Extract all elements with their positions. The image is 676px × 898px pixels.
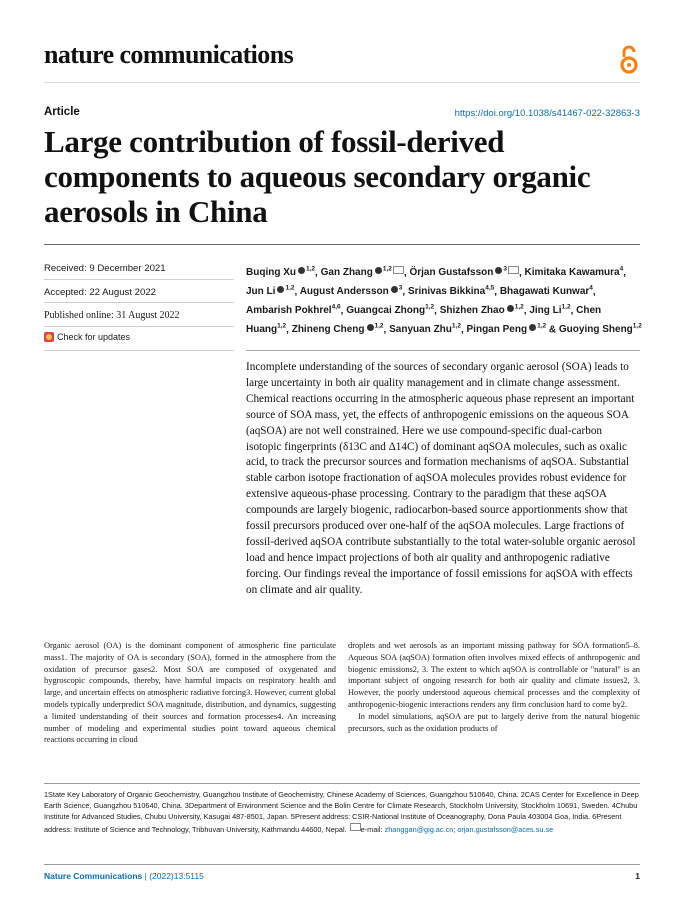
author-entry[interactable] — [292, 324, 384, 335]
author-entry[interactable] — [525, 267, 624, 278]
footer-rule — [44, 864, 640, 865]
title-rule — [44, 244, 640, 245]
author-entry[interactable] — [321, 267, 404, 278]
author-affiliation: 1,2 — [285, 284, 295, 292]
author-name: Srinivas Bikkina — [407, 286, 486, 298]
author-list: Buqing Xu $^{1,2}$, Gan Zhang $^{1,2}$ , Örjan Gustafsson $^3$ , Kimitaka Kawamura$^4$, Jun Li $^{1,2}$, August Andersson $^3$, Srinivas Bikkina$^{4,5}$, Bhagawati Kunwar$^4$, Ambarish Pokhrel$^{4,6}$, Guangcai Zhong$^{1,2}$, Shizhen Zhao $^{1,2}$, Jing Li$^{1,2}$, Chen Huang$^{1,2}$, Zhineng Cheng $^{1,2}$, Sanyuan Zhu$^{1,2}$, Pingan Peng $^{1,2}$ & Guoying Sheng$^{1,2}$ — [246, 266, 642, 336]
footer-journal-name: Nature Communications — [44, 871, 143, 881]
author-entry[interactable] — [346, 305, 434, 316]
author-name: Pingan Peng — [466, 324, 528, 336]
author-entry[interactable] — [440, 305, 524, 316]
author-affiliation: 4,6 — [331, 303, 341, 311]
author-affiliation: 1,2 — [382, 266, 392, 273]
author-entry[interactable] — [246, 305, 341, 316]
author-name: Ambarish Pokhrel — [246, 305, 332, 317]
author-name: Chen Huang — [246, 305, 602, 336]
author-entry[interactable] — [559, 324, 642, 335]
open-access-icon — [618, 45, 640, 75]
author-entry[interactable] — [300, 286, 403, 297]
mail-icon — [350, 823, 361, 831]
author-name: Kimitaka Kawamura — [524, 267, 620, 279]
check-for-updates-button[interactable] — [44, 332, 130, 342]
author-name: August Andersson — [299, 286, 389, 298]
footer-citation — [44, 871, 204, 881]
date-divider — [44, 302, 234, 303]
footer-volume: | (2022)13:5115 — [144, 871, 204, 881]
mail-icon[interactable] — [393, 266, 404, 274]
author-affiliation: 1,2 — [277, 322, 287, 330]
author-affiliation: 1,2 — [561, 303, 571, 311]
orcid-icon[interactable] — [391, 286, 398, 293]
author-name: Sanyuan Zhu — [389, 324, 452, 336]
affiliations-footnote: 1State Key Laboratory of Organic Geochemistry, Guangzhou Institute of Geochemistry, Chinese Academy of Sciences, Guangzhou 510640, China. 2CAS Center for Excellence in Deep Earth Science, Guangzhou 510640, China. 3Department of Environment Science and the Bolin Centre for Climate Research, Stockholm University, Stockholm 10691, Sweden. 4Chubu Institute for Advanced Studies, Chubu University, Kasugai 487-8501, Japan. 5Present address: CSIR-National Institute of Oceanography, Dona Paula 403004 Goa, India. 6Present address: Institute of Science and Technology, Tribhuvan University, Kathmandu 44600, Nepal. e-mail: zhanggan@gig.ac.cn; orjan.gustafsson@aces.su.se — [44, 790, 639, 834]
received-date: Received: 9 December 2021 — [44, 263, 166, 274]
footnote-rule — [44, 783, 640, 784]
check-updates-icon — [44, 332, 54, 342]
author-affiliation: 1,2 — [451, 322, 461, 330]
orcid-icon[interactable] — [529, 324, 536, 331]
date-divider — [44, 326, 234, 327]
abstract-rule — [246, 350, 640, 351]
author-name: Guangcai Zhong — [346, 305, 426, 317]
author-entry[interactable] — [409, 267, 519, 278]
doi-link[interactable]: https://doi.org/10.1038/s41467-022-32863-3 — [454, 108, 640, 119]
author-entry[interactable] — [529, 305, 570, 316]
body-column-right — [348, 640, 640, 734]
email-link[interactable]: orjan.gustafsson@aces.su.se — [457, 824, 554, 834]
body-column-left — [44, 640, 336, 746]
author-name: Jing Li — [529, 305, 562, 317]
mail-icon[interactable] — [508, 266, 519, 274]
body-paragraph: droplets and wet aerosols as an important missing pathway for SOA formation5–8. Aqueous SOA (aqSOA) formation often involves mixed effects of anthropogenic and biogenic emissions2, 3. The extent to which aqSOA is controllable or "natural" is an important subject of ongoing research for both air quality and climate issues2, 3. However, the poorly understood aqueous chemical processes and the complexity of anthropogenic-biogenic interactions renders any firm conclusion hard to come by2. — [348, 641, 640, 709]
abstract-text: Incomplete understanding of the sources of secondary organic aerosol (SOA) leads to large uncertainty in both air quality management and in climate change assessment. Chemical reactions occurring in the atmospheric aqueous phase represent an important source of SOA mass, yet, the effects of anthropogenic emissions on the aqueous SOA (aqSOA) are not well constrained. Here we use compound-specific dual-carbon isotopic fingerprints (δ13C and Δ14C) of dominant aqSOA molecules, such as oxalic acid, to track the precursor sources and formation mechanisms of aqSOA. Substantial stable carbon isotope fractionation of aqSOA molecules provides robust evidence for extensive aqueous-phase processing. Contrary to the paradigm that these aqSOA compounds are largely biogenic, radiocarbon-based source apportionments show that fossil precursors produced over one-half of the aqSOA molecules. Large fractions of fossil-derived aqSOA contribute substantially to the total water-soluble organic aerosol load and hence impact projections of both air quality and anthropogenic radiative forcing. Our findings reveal the importance of fossil emissions for aqSOA with effects on climate and air quality. — [246, 361, 636, 596]
orcid-icon[interactable] — [298, 267, 305, 274]
date-divider — [44, 279, 234, 280]
author-name: Bhagawati Kunwar — [499, 286, 590, 298]
email-link[interactable]: zhanggan@gig.ac.cn — [384, 824, 454, 834]
body-paragraph: Organic aerosol (OA) is the dominant component of atmospheric fine particulate mass1. The majority of OA is secondary (SOA), formed in the atmosphere from the oxidation of precursor gases2. Most SOA are composed of oxygenated and hygroscopic compounds, thereby, have harmful impacts on respiratory health and large, and uncertain effects on atmospheric radiative forcing3. However, current global models typically underpredict SOA magnitude, distribution, and dynamics, suggesting a limited understanding of their sources and formation processes4. An increasing number of modeling and experimental studies point toward aqueous chemical reactions occurring in cloud — [44, 641, 336, 745]
author-entry[interactable] — [408, 286, 494, 297]
orcid-icon[interactable] — [495, 267, 502, 274]
author-affiliation: 4 — [589, 284, 593, 292]
author-entry[interactable] — [246, 286, 295, 297]
author-name: Buqing Xu — [246, 267, 296, 279]
orcid-icon[interactable] — [375, 267, 382, 274]
author-affiliation: 1,2 — [537, 322, 547, 330]
author-affiliation: 1,2 — [632, 322, 642, 330]
author-name: Shizhen Zhao — [439, 305, 505, 317]
author-name: Gan Zhang — [320, 267, 373, 279]
author-affiliation: 1,2 — [425, 303, 435, 311]
author-affiliation: 1,2 — [374, 322, 384, 330]
author-name: Zhineng Cheng — [291, 324, 365, 336]
author-affiliation: 4,5 — [485, 284, 495, 292]
published-date: Published online: 31 August 2022 — [44, 310, 180, 321]
article-type: Article — [44, 106, 80, 118]
orcid-icon[interactable] — [277, 286, 284, 293]
body-paragraph: In model simulations, aqSOA are put to largely derive from the natural biogenic precursors, such as the oxidation products of — [348, 711, 640, 733]
author-affiliation: 1,2 — [306, 266, 316, 273]
accepted-date: Accepted: 22 August 2022 — [44, 287, 157, 298]
orcid-icon[interactable] — [367, 324, 374, 331]
author-affiliation: 4 — [619, 266, 624, 273]
author-name: Örjan Gustafsson — [409, 267, 494, 279]
author-entry[interactable] — [500, 286, 593, 297]
check-updates-label: Check for updates — [57, 332, 131, 342]
article-title: Large contribution of fossil-derived components to aqueous secondary organic aerosols in China — [44, 124, 591, 229]
author-affiliation: 3 — [398, 284, 403, 292]
author-entry[interactable] — [467, 324, 547, 335]
orcid-icon[interactable] — [507, 305, 514, 312]
journal-name: nature communications — [44, 40, 294, 69]
author-entry[interactable] — [246, 267, 315, 278]
author-name: Jun Li — [246, 286, 276, 298]
author-name: Guoying Sheng — [558, 324, 633, 336]
date-divider — [44, 350, 234, 351]
page-number: 1 — [635, 871, 640, 881]
affiliations-text: 1State Key Laboratory of Organic Geochemistry, Guangzhou Institute of Geochemistry, Chinese Academy of Sciences, Guangzhou 510640, China. 2CAS Center for Excellence in Deep Earth Science, Guangzhou 510640, China. 3Department of Environment Science and the Bolin Centre for Climate Research, Stockholm University, Stockholm 10691, Sweden. 4Chubu Institute for Advanced Studies, Chubu University, Kasugai 487-8501, Japan. 5Present address: CSIR-National Institute of Oceanography, Dona Paula 403004 Goa, India. 6Present address: Institute of Science and Technology, Tribhuvan University, Kathmandu 44600, Nepal. — [44, 790, 639, 834]
author-affiliation: 1,2 — [514, 303, 524, 311]
header-rule — [44, 82, 640, 83]
email-label: e-mail: — [360, 824, 383, 834]
author-affiliation: 3 — [503, 266, 507, 273]
author-entry[interactable] — [389, 324, 461, 335]
